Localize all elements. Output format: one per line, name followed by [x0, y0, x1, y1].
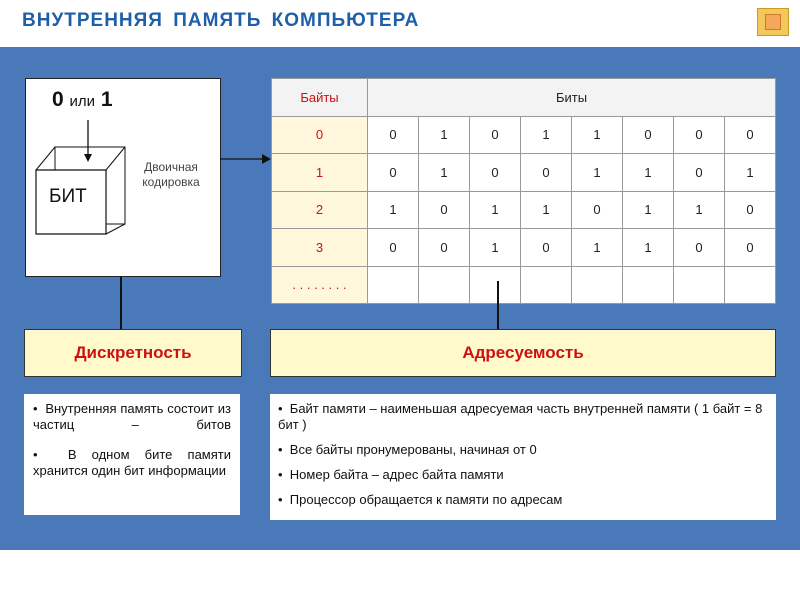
- byte-number: 2: [272, 191, 368, 229]
- bit-cell: 1: [623, 229, 674, 267]
- byte-number: 1: [272, 154, 368, 192]
- one-value: 1: [100, 88, 113, 111]
- square-icon: [765, 14, 781, 30]
- bytes-header: Байты: [272, 79, 368, 117]
- bit-cell: 1: [674, 191, 725, 229]
- addressability-description: [270, 394, 776, 520]
- arrow-right-icon: [220, 152, 272, 166]
- table-row: [272, 116, 776, 154]
- bit-cell: 0: [674, 229, 725, 267]
- discreteness-description: [24, 394, 240, 515]
- bit-cell: 0: [368, 154, 419, 192]
- connector-line: [497, 281, 499, 329]
- bit-cell: 0: [623, 116, 674, 154]
- table-row: [272, 229, 776, 267]
- bit-cell: 0: [572, 191, 623, 229]
- bit-cell: 1: [419, 154, 470, 192]
- bit-cell: 1: [572, 116, 623, 154]
- bit-cell: 1: [470, 229, 521, 267]
- bit-cell: 0: [521, 154, 572, 192]
- bit-cell: 1: [623, 191, 674, 229]
- bit-cell: [725, 266, 776, 304]
- bit-cell: 0: [419, 229, 470, 267]
- bit-cell: 1: [470, 191, 521, 229]
- bit-cell: 1: [725, 154, 776, 192]
- list-item: • Номер байта – адрес байта памяти: [278, 467, 504, 482]
- encoding-label: Двоичная кодировка: [142, 160, 200, 189]
- table-header-row: [272, 79, 776, 117]
- table-row: [272, 266, 776, 304]
- bit-cell: 0: [725, 116, 776, 154]
- byte-number: 3: [272, 229, 368, 267]
- zero-or-one-label: [52, 88, 113, 112]
- table-row: [272, 191, 776, 229]
- bit-cell: [368, 266, 419, 304]
- byte-ellipsis: . . . . . . . .: [272, 266, 368, 304]
- list-item: • Все байты пронумерованы, начиная от 0: [278, 442, 537, 457]
- bits-header: Биты: [368, 79, 776, 117]
- bit-cell: 1: [521, 191, 572, 229]
- cube-icon: [30, 112, 130, 242]
- list-item: • Процессор обращается к памяти по адресам: [278, 492, 563, 507]
- bit-cell: 0: [419, 191, 470, 229]
- discreteness-point: В одном бите памяти хранится один бит информации: [33, 447, 231, 478]
- bit-cell: 0: [674, 116, 725, 154]
- bit-cell: 0: [368, 116, 419, 154]
- addressability-point: Номер байта – адрес байта памяти: [289, 467, 504, 482]
- bit-cell: 0: [725, 191, 776, 229]
- addressability-box: Адресуемость: [270, 329, 776, 377]
- page-title: ВНУТРЕННЯЯ ПАМЯТЬ КОМПЬЮТЕРА: [22, 10, 420, 31]
- bit-cell: 1: [572, 154, 623, 192]
- bit-label: БИТ: [49, 186, 87, 207]
- bit-cell: [674, 266, 725, 304]
- bit-cell: 0: [725, 229, 776, 267]
- bit-cell: 0: [470, 116, 521, 154]
- discreteness-box: Дискретность: [24, 329, 242, 377]
- bit-cell: 1: [521, 116, 572, 154]
- bit-cell: 0: [470, 154, 521, 192]
- bit-cell: 0: [368, 229, 419, 267]
- or-word: или: [69, 93, 96, 110]
- addressability-point: Байт памяти – наименьшая адресуемая часть внутренней памяти ( 1 байт = 8 бит ): [278, 401, 763, 432]
- bit-cell: 1: [572, 229, 623, 267]
- addressability-point: Все байты пронумерованы, начиная от 0: [289, 442, 537, 457]
- bit-cell: 1: [419, 116, 470, 154]
- table-row: [272, 154, 776, 192]
- bit-cell: 1: [623, 154, 674, 192]
- corner-button[interactable]: [757, 8, 789, 36]
- byte-number: 0: [272, 116, 368, 154]
- bit-cell: 1: [368, 191, 419, 229]
- list-item: • Внутренняя память состоит из частиц – битов: [33, 401, 231, 432]
- zero-value: 0: [52, 88, 64, 111]
- discreteness-point: Внутренняя память состоит из частиц – битов: [33, 401, 231, 432]
- addressability-point: Процессор обращается к памяти по адресам: [289, 492, 563, 507]
- bit-cell: [521, 266, 572, 304]
- bit-cell: [419, 266, 470, 304]
- bit-cell: [470, 266, 521, 304]
- bit-cell: [623, 266, 674, 304]
- list-item: • В одном бите памяти хранится один бит информации: [33, 447, 231, 478]
- list-item: • Байт памяти – наименьшая адресуемая часть внутренней памяти ( 1 байт = 8 бит ): [278, 401, 763, 432]
- bit-cell: 0: [674, 154, 725, 192]
- bit-cell: 0: [521, 229, 572, 267]
- bit-cell: [572, 266, 623, 304]
- connector-line: [120, 277, 122, 329]
- bytes-bits-table: [271, 78, 776, 304]
